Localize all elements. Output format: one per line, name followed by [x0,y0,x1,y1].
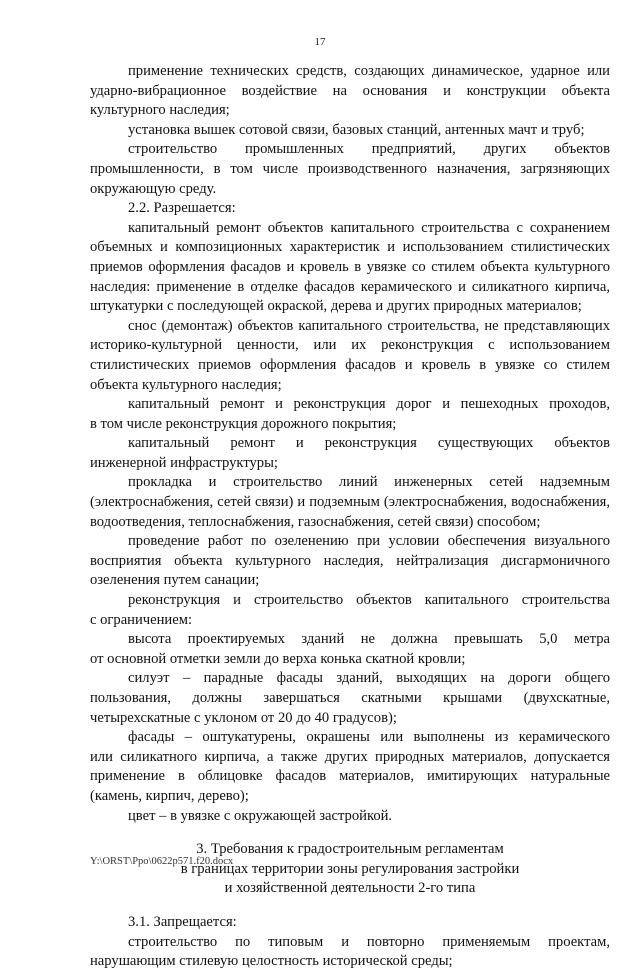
text-line: пользования, должны завершаться скатными крышами (двухскатные, [90,690,610,706]
subsection-heading: 2.2. Разрешается: [128,200,236,217]
page-number: 17 [314,36,326,48]
text-line: капитальный ремонт объектов капитального строительства с сохранением [128,219,610,236]
text-line: объемных и композиционных характеристик и использованием стилистических [90,239,610,256]
text-line: с ограничением: [90,611,193,628]
text-line: (электроснабжения, сетей связи) и подземным (электроснабжения, водоснабжения, [90,494,610,511]
text-line: (камень, кирпич, дерево); [90,787,249,804]
subsection-heading: 3.1. Запрещается: [128,913,237,930]
body-text [90,62,610,972]
text-line: озеленения путем санации; [90,572,260,589]
footer-file-path: Y:\ORST\Ppo\0622p571.f20.docx [90,856,234,867]
text-line: нарушающим стилевую целостность исторической среды; [90,953,453,970]
section-heading-line: в границах территории зоны регулирования застройки [180,860,520,877]
text-line: силуэт – парадные фасады зданий, выходящих на дороги общего [128,670,610,687]
text-line: высота проектируемых зданий не должна превышать 5,0 метра [128,631,610,648]
text-line: окружающую среду. [90,180,217,197]
text-line: фасады – оштукатурены, окрашены или выполнены из керамического [128,729,610,746]
text-line: культурного наследия; [90,102,230,119]
text-line: историко-культурной ценности, или их реконструкция с использованием [90,337,610,354]
text-line: инженерной инфраструктуры; [90,454,278,471]
text-line: в том числе реконструкция дорожного покрытия; [90,415,397,432]
text-line: применение в облицовке фасадов материалов, имитирующих натуральные [90,768,610,785]
text-line: снос (демонтаж) объектов капитального строительства, не представляющих [128,317,610,334]
text-line: от основной отметки земли до верха конька скатной кровли; [90,650,466,667]
section-heading-line: 3. Требования к градостроительным регламентам [196,841,504,858]
text-line: установка вышек сотовой связи, базовых станций, антенных мачт и труб; [128,121,585,138]
text-line: стилистических приемов оформления фасадов и кровель в увязке со стилем [90,356,610,373]
text-line: цвет – в увязке с окружающей застройкой. [128,807,393,824]
text-line: строительство по типовым и повторно применяемым проектам, [128,933,610,950]
text-line: строительство промышленных предприятий, других объектов [128,141,610,158]
text-line: водоотведения, теплоснабжения, газоснабжения, сетей связи) способом; [90,513,541,530]
text-line: капитальный ремонт и реконструкция существующих объектов [128,435,610,452]
text-line: штукатурки с последующей окраской, дерева и других природных материалов; [90,298,582,315]
text-line: реконструкция и строительство объектов капитального строительства [128,592,610,609]
text-line: восприятия объекта культурного наследия, нейтрализация дисгармоничного [90,552,610,569]
text-line: или силикатного кирпича, а также других природных материалов, допускается [90,748,610,765]
text-line: промышленности, в том числе производственного назначения, загрязняющих [90,160,610,177]
text-line: объекта культурного наследия; [90,376,282,393]
text-line: приемов оформления фасадов и кровель в увязке со стилем объекта культурного [90,258,610,275]
text-line: применение технических средств, создающих динамическое, ударное или [128,63,610,79]
text-line: наследия: применение в отделке фасадов керамического и силикатного кирпича, [90,278,610,295]
text-line: ударно-вибрационное воздействие на основания и конструкции объекта [90,82,610,99]
section-heading-line: и хозяйственной деятельности 2-го типа [224,880,476,897]
text-line: проведение работ по озеленению при условии обеспечения визуального [128,533,610,550]
text-line: четырехскатные с уклоном от 20 до 40 градусов); [90,709,397,726]
text-line: капитальный ремонт и реконструкция дорог и пешеходных проходов, [128,396,610,413]
text-line: прокладка и строительство линий инженерных сетей надземным [128,474,610,491]
